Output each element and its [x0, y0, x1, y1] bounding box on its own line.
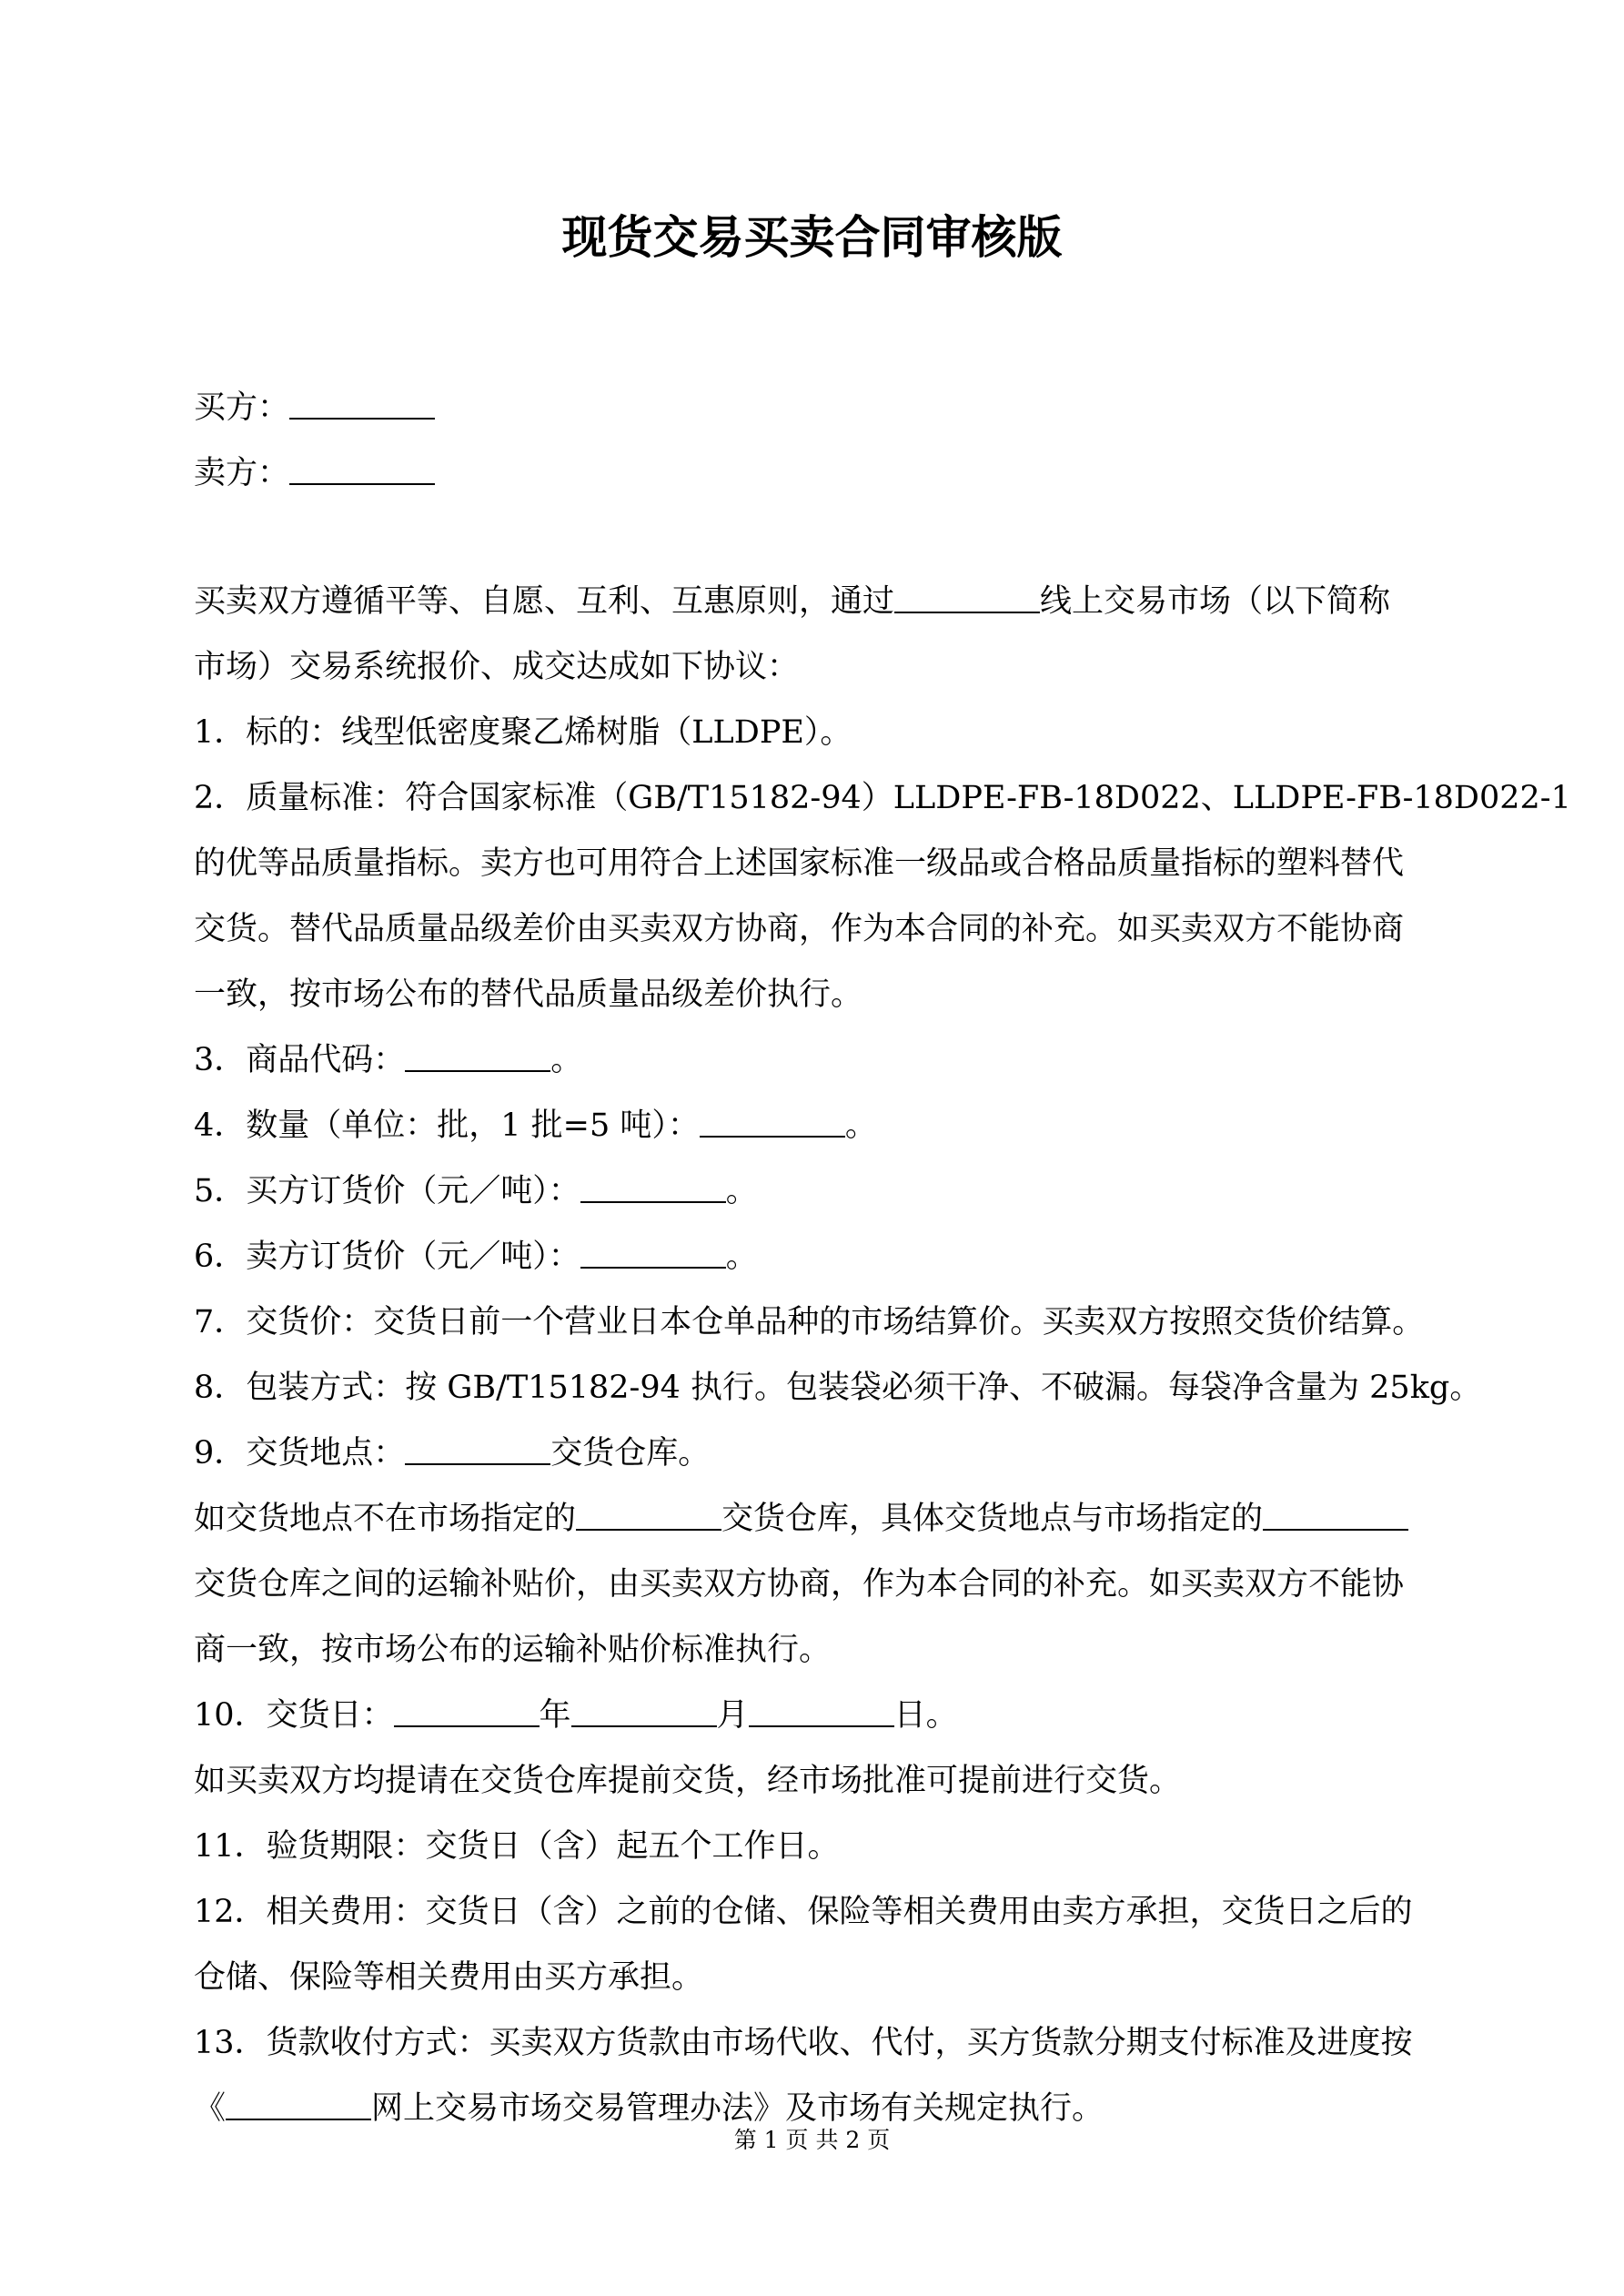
delivery-location-blank[interactable]: [405, 1436, 550, 1465]
market-name-blank[interactable]: [894, 584, 1040, 613]
clause-9-para-text-b: 交货仓库，具体交货地点与市场指定的: [721, 1501, 1264, 1537]
seller-label: 卖方：: [194, 455, 290, 491]
clause-4-label: 4．数量（单位：批，1 批=5 吨）：: [194, 1108, 700, 1144]
clause-10-label: 10．交货日：: [194, 1697, 394, 1734]
clause-10: [194, 1693, 958, 1738]
seller-price-blank[interactable]: [580, 1239, 726, 1269]
seller-blank[interactable]: [289, 456, 435, 485]
clause-1: 1．标的：线型低密度聚乙烯树脂（LLDPE）。: [194, 714, 852, 751]
clause-6-label: 6．卖方订货价（元／吨）：: [194, 1239, 580, 1275]
page-number: 第 1 页 共 2 页: [733, 2127, 891, 2153]
clause-12-line-1: 12．相关费用：交货日（含）之前的仓储、保险等相关费用由卖方承担，交货日之后的: [194, 1894, 1413, 1930]
designated-warehouse-blank-1[interactable]: [576, 1502, 721, 1531]
designated-warehouse-blank-2[interactable]: [1263, 1502, 1408, 1531]
clause-4: [194, 1103, 877, 1148]
buyer-label: 买方：: [194, 389, 290, 426]
clause-6: [194, 1234, 758, 1279]
clause-13-line-1: 13．货款收付方式：买卖双方货款由市场代收、代付，买方货款分期支付标准及进度按: [194, 2025, 1413, 2061]
clause-5-end: 。: [725, 1173, 758, 1209]
clause-5: [194, 1168, 758, 1214]
delivery-year-blank[interactable]: [394, 1698, 540, 1727]
seller-line: [194, 450, 435, 496]
document-title: 现货交易买卖合同审核版: [561, 210, 1063, 264]
clause-9-end: 交货仓库。: [550, 1435, 711, 1472]
clause-2-line-2: 的优等品质量指标。卖方也可用符合上述国家标准一级品或合格品质量指标的塑料替代: [194, 845, 1405, 882]
clause-2-line-1: 2．质量标准：符合国家标准（GB/T15182-94）LLDPE-FB-18D022、LLDPE-FB-18D022-1: [194, 780, 1571, 816]
clause-2-line-3: 交货。替代品质量品级差价由买卖双方协商，作为本合同的补充。如买卖双方不能协商: [194, 911, 1405, 947]
clause-9-para-line-1: [194, 1496, 1408, 1542]
clause-10-note: 如买卖双方均提请在交货仓库提前交货，经市场批准可提前进行交货。: [194, 1763, 1182, 1799]
buyer-price-blank[interactable]: [580, 1174, 726, 1203]
clause-9: [194, 1431, 710, 1476]
clause-9-label: 9．交货地点：: [194, 1435, 406, 1472]
clause-13-text: 网上交易市场交易管理办法》及市场有关规定执行。: [371, 2090, 1105, 2127]
clause-9-para-line-3: 商一致，按市场公布的运输补贴价标准执行。: [194, 1632, 832, 1668]
clause-5-label: 5．买方订货价（元／吨）：: [194, 1173, 580, 1209]
clause-3: [194, 1037, 582, 1083]
clause-7: 7．交货价：交货日前一个营业日本仓单品种的市场结算价。买卖双方按照交货价结算。: [194, 1304, 1425, 1340]
clause-13-open-quote: 《: [194, 2090, 227, 2127]
clause-2-line-4: 一致，按市场公布的替代品质量品级差价执行。: [194, 976, 863, 1013]
buyer-blank[interactable]: [289, 390, 435, 420]
intro-text-b: 线上交易市场（以下简称: [1040, 583, 1391, 620]
clause-4-end: 。: [844, 1108, 877, 1144]
intro-line-1: [194, 579, 1390, 624]
intro-line-2: 市场）交易系统报价、成交达成如下协议：: [194, 649, 800, 685]
quantity-blank[interactable]: [700, 1108, 845, 1138]
product-code-blank[interactable]: [405, 1043, 550, 1072]
clause-6-end: 。: [725, 1239, 758, 1275]
clause-9-para-line-2: 交货仓库之间的运输补贴价，由买卖双方协商，作为本合同的补充。如买卖双方不能协: [194, 1566, 1405, 1603]
buyer-line: [194, 385, 435, 430]
clause-8: 8．包装方式：按 GB/T15182-94 执行。包装袋必须干净、不破漏。每袋净含量为 25kg。: [194, 1370, 1482, 1406]
clause-3-label: 3．商品代码：: [194, 1042, 406, 1078]
delivery-day-blank[interactable]: [749, 1698, 894, 1727]
month-label: 月: [716, 1697, 749, 1734]
delivery-month-blank[interactable]: [571, 1698, 717, 1727]
year-label: 年: [539, 1697, 571, 1734]
clause-11: 11．验货期限：交货日（含）起五个工作日。: [194, 1828, 840, 1865]
market-rules-blank[interactable]: [226, 2091, 371, 2120]
clause-9-para-text-a: 如交货地点不在市场指定的: [194, 1501, 577, 1537]
clause-3-end: 。: [550, 1042, 583, 1078]
day-label: 日。: [893, 1697, 958, 1734]
intro-text-a: 买卖双方遵循平等、自愿、互利、互惠原则，通过: [194, 583, 895, 620]
clause-12-line-2: 仓储、保险等相关费用由买方承担。: [194, 1959, 704, 1996]
